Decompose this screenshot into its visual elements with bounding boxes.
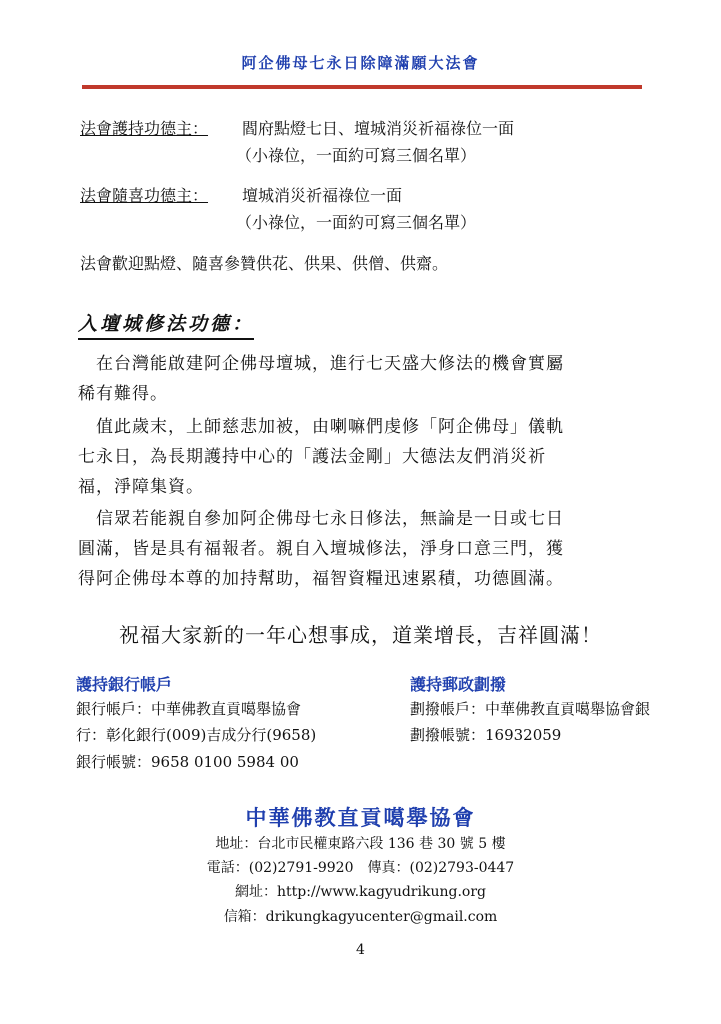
- paragraph-line: 福，淨障集資。: [78, 477, 204, 497]
- paragraph-line: 得阿企佛母本尊的加持幫助，福智資糧迅速累積，功德圓滿。: [78, 569, 564, 589]
- paragraph-2: [78, 412, 638, 502]
- paragraph-line: 信眾若能親自參加阿企佛母七永日修法，無論是一日或七日: [78, 509, 564, 529]
- paragraph-line: 圓滿，皆是具有福報者。親自入壇城修法，淨身口意三門，獲: [78, 539, 564, 559]
- paragraph-line: 稀有難得。: [78, 384, 168, 404]
- postal-account-number: 劃撥帳號：16932059: [410, 726, 562, 744]
- sponsor-row-2: [80, 183, 402, 206]
- sponsor-note: （小祿位，一面約可寫三個名單）: [236, 213, 477, 232]
- phone-fax-line: 電話：(02)2791-9920 傳真：(02)2793-0447: [206, 860, 515, 876]
- sponsor-offering: 壇城消災祈福祿位一面: [242, 186, 403, 205]
- paragraph-line: 值此歲末，上師慈悲加被，由喇嘛們虔修「阿企佛母」儀軌: [78, 417, 564, 437]
- bank-heading: 護持銀行帳戶: [76, 675, 173, 694]
- sponsor-label: 法會護持功德主：: [80, 119, 209, 138]
- email-link[interactable]: 信箱：drikungkagyucenter@gmail.com: [223, 909, 498, 925]
- welcome-text: 法會歡迎點燈、隨喜參贊供花、供果、供僧、供齋。: [80, 254, 449, 273]
- website-link[interactable]: 網址：http://www.kagyudrikung.org: [235, 884, 486, 900]
- organization-name: 中華佛教直貢噶舉協會: [245, 805, 476, 830]
- bank-account-name: 銀行帳戶：中華佛教直貢噶舉協會: [76, 700, 302, 718]
- address-line: 地址：台北市民權東路六段 136 巷 30 號 5 樓: [215, 836, 506, 852]
- postal-account-name: 劃撥帳戶：中華佛教直貢噶舉協會銀: [410, 700, 651, 718]
- paragraph-line: 在台灣能啟建阿企佛母壇城，進行七天盛大修法的機會實屬: [78, 354, 564, 374]
- sponsor-note: （小祿位，一面約可寫三個名單）: [236, 146, 477, 165]
- paragraph-line: 七永日，為長期護持中心的「護法金剛」大德法友們消災祈: [78, 447, 546, 467]
- paragraph-3: [78, 504, 638, 594]
- page-number: 4: [356, 942, 365, 958]
- sponsor-row-1: [80, 116, 514, 139]
- sponsor-label: 法會隨喜功德主：: [80, 186, 209, 205]
- header-divider: [82, 85, 642, 89]
- blessing-text: 祝福大家新的一年心想事成，道業增長，吉祥圓滿！: [119, 623, 602, 647]
- bank-account-number: 銀行帳號：9658 0100 5984 00: [76, 753, 299, 771]
- bank-branch: 行：彰化銀行(009)吉成分行(9658): [76, 726, 317, 744]
- sponsor-offering: 閻府點燈七日、壇城消災祈福祿位一面: [242, 119, 515, 138]
- section-title: 入壇城修法功德：: [78, 309, 254, 340]
- page-header-title: 阿企佛母七永日除障滿願大法會: [241, 54, 480, 72]
- paragraph-1: [78, 349, 638, 409]
- postal-heading: 護持郵政劃撥: [410, 675, 507, 694]
